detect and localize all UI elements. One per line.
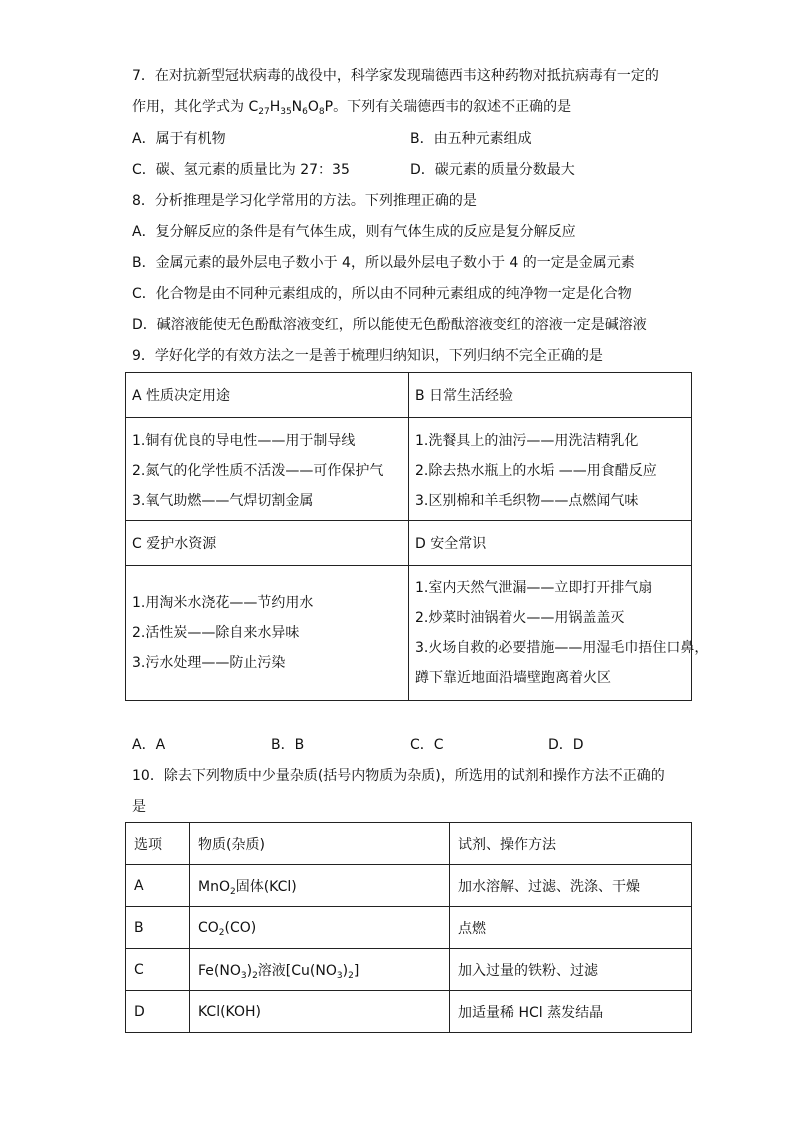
table-header-row <box>126 823 692 865</box>
q9-cell-d-items: 1.室内天然气泄漏——立即打开排气扇 2.炒菜时油锅着火——用锅盖盖灭 3.火场自救的必要措施——用湿毛巾捂住口鼻， 蹲下靠近地面沿墙壁跑离着火区 <box>409 566 692 701</box>
q8-option-d: D．碱溶液能使无色酚酞溶液变红，所以能使无色酚酞溶液变红的溶液一定是碱溶液 <box>132 317 647 333</box>
q8-option-b: B．金属元素的最外层电子数小于 4，所以最外层电子数小于 4 的一定是金属元素 <box>132 255 635 271</box>
q9-option-d: D．D <box>548 737 584 753</box>
q8-stem: 8．分析推理是学习化学常用的方法。下列推理正确的是 <box>132 193 477 209</box>
q9-cell-c-title: C 爱护水资源 <box>126 521 409 566</box>
q9-cell-c-items: 1.用淘米水浇花——节约用水 2.活性炭——除自来水异味 3.污水处理——防止污染 <box>126 566 409 701</box>
table-row: B $CO_2(CO)$ 点燃 <box>126 907 692 949</box>
q9-stem: 9．学好化学的有效方法之一是善于梳理归纳知识，下列归纳不完全正确的是 <box>132 348 603 364</box>
header-option: 选项 <box>126 823 190 865</box>
q9-cell-d-title: D 安全常识 <box>409 521 692 566</box>
q9-table <box>125 372 709 701</box>
q7-option-a: A．属于有机物 <box>132 131 226 147</box>
q9-option-c: C．C <box>410 737 444 753</box>
q9-cell-a-items: 1.铜有优良的导电性——用于制导线 2.氮气的化学性质不活泼——可作保护气 3.氧气助燃——气焊切割金属 <box>126 418 409 521</box>
q7-option-c: C．碳、氢元素的质量比为 27：35 <box>132 162 350 178</box>
q8-option-c: C．化合物是由不同种元素组成的，所以由不同种元素组成的纯净物一定是化合物 <box>132 286 632 302</box>
q7-stem-line1: 7．在对抗新型冠状病毒的战役中，科学家发现瑞德西韦这种药物对抵抗病毒有一定的 <box>132 68 659 84</box>
q7-option-d: D．碳元素的质量分数最大 <box>410 162 575 178</box>
table-row: C $Fe(NO_3)_2$溶液$[Cu(NO_3)_2]$ 加入过量的铁粉、过滤 <box>126 949 692 991</box>
table-row: A MnO$_2$固体(KCl) 加水溶解、过滤、洗涤、干燥 <box>126 865 692 907</box>
q9-option-a: A．A <box>132 737 166 753</box>
table-row: D KCl(KOH) 加适量稀 HCl 蒸发结晶 <box>126 991 692 1033</box>
q8-option-a: A．复分解反应的条件是有气体生成，则有气体生成的反应是复分解反应 <box>132 224 576 240</box>
q7-option-b: B．由五种元素组成 <box>410 131 532 147</box>
q7-stem-line2: 作用，其化学式为 $C_{27}H_{35}N_6O_8P$。下列有关瑞德西韦的叙述不正确的是 <box>132 99 572 117</box>
q9-cell-a-title: A 性质决定用途 <box>126 373 409 418</box>
q10-table <box>125 822 692 1033</box>
q9-option-b: B．B <box>271 737 305 753</box>
q10-stem-line1: 10．除去下列物质中少量杂质(括号内物质为杂质)，所选用的试剂和操作方法不正确的 <box>132 768 665 784</box>
header-substance: 物质(杂质) <box>190 823 450 865</box>
q9-cell-b-title: B 日常生活经验 <box>409 373 692 418</box>
q9-cell-b-items: 1.洗餐具上的油污——用洗洁精乳化 2.除去热水瓶上的水垢 ——用食醋反应 3.区别棉和羊毛织物——点燃闻气味 <box>409 418 692 521</box>
header-method: 试剂、操作方法 <box>450 823 692 865</box>
q10-stem-line2: 是 <box>132 799 146 815</box>
